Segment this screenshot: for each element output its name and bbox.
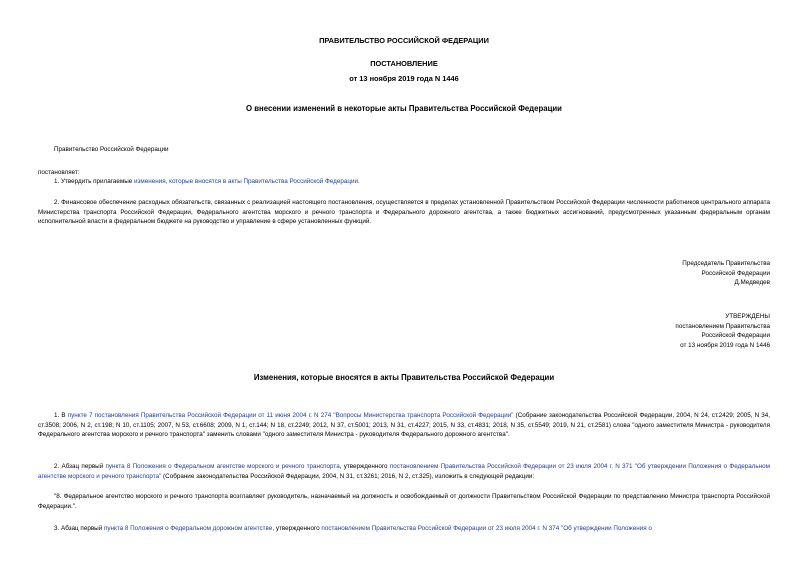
change-3 bbox=[38, 524, 770, 534]
change-1 bbox=[38, 411, 770, 440]
paragraph-1-post: . bbox=[357, 178, 360, 185]
change-1-link[interactable]: пункте 7 постановления Правительства Российской Федерации от 11 июня 2004 г. N 274 "Вопросы Министерства транспорта Российской Федерации" bbox=[67, 412, 514, 419]
change-2-link-2[interactable]: постановлением Правительства Российской Федерации от 23 июля 2004 г. N 371 "Об утверждении Положения о Федеральном агентстве морского и речного транспорта" bbox=[38, 463, 771, 480]
change-3-link-1[interactable]: пункта 8 Положения о Федеральном дорожном агентстве bbox=[103, 525, 273, 532]
change-3-mid: , утвержденного bbox=[272, 525, 322, 532]
change-2-pre: 2. Абзац первый bbox=[54, 463, 106, 470]
change-3-pre: 3. Абзац первый bbox=[54, 525, 104, 532]
change-3-link-2[interactable]: постановлением Правительства Российской Федерации от 23 июля 2004 г. N 374 "Об утверждении Положения о bbox=[321, 525, 652, 532]
approved-label: УТВЕРЖДЕНЫ bbox=[725, 313, 770, 320]
changes-title: Изменения, которые вносятся в акты Правительства Российской Федерации bbox=[253, 373, 555, 382]
issuer-line: Правительство Российской Федерации bbox=[54, 146, 169, 153]
changes-link[interactable]: изменения, которые вносятся в акты Правительства Российской Федерации bbox=[134, 178, 358, 185]
signature-country: Российской Федерации bbox=[701, 269, 770, 277]
government-heading: ПРАВИТЕЛЬСТВО РОССИЙСКОЙ ФЕДЕРАЦИИ bbox=[319, 36, 489, 45]
approved-country: Российской Федерации bbox=[701, 332, 770, 340]
paragraph-1 bbox=[38, 177, 770, 187]
paragraph-2: 2. Финансовое обеспечение расходных обязательств, связанных с реализацией настоящего постановления, осуществляется в пределах установленной Правительством Российской Федерации численности работников центрального аппарата Министерства транспорта Российской Федерации, Федерального агентства морского и речного транспорта и Федерального дорожного агентства, а также бюджетных ассигнований, предусмотренных указанным федеральным органам исполнительной власти в федеральном бюджете на руководство и управление в сфере установленных функций. bbox=[38, 199, 770, 226]
approved-block bbox=[675, 312, 770, 350]
change-2-quote: "8. Федеральное агентство морского и речного транспорта возглавляет руководитель, назначаемый на должность и освобождаемый от должности Правительством Российской Федерации по представлению Министра транспорта Российской Федерации.". bbox=[38, 493, 770, 510]
change-1-pre: 1. В bbox=[54, 412, 68, 419]
signature-title: Председатель Правительства bbox=[682, 260, 770, 267]
change-2 bbox=[38, 462, 770, 481]
approved-date: от 13 ноября 2019 года N 1446 bbox=[680, 341, 770, 349]
change-2-post: (Собрание законодательства Российской Федерации, 2004, N 31, ст.3261; 2016, N 2, ст.325), изложить в следующей редакции: bbox=[161, 472, 535, 480]
signature-name: Д.Медведев bbox=[734, 279, 770, 287]
document-type-heading: ПОСТАНОВЛЕНИЕ bbox=[370, 59, 438, 68]
approved-by: постановлением Правительства bbox=[675, 322, 770, 330]
document-title: О внесении изменений в некоторые акты Правительства Российской Федерации bbox=[246, 104, 562, 113]
change-1-post: (Собрание законодательства Российской Федерации, 2004, N 24, ст.2429; 2005, N 34, ст.3508; 2006, N 2, ст.198; N 10, ст.1105; 2007, N 53, ст.6608; 2009, N 1, ст.144; N 18, ст.2249; 2012, N 37, ст.5001; 2013, N 31, ст.4227; 2015, N 33, ст.4831; 2018, N 35, ст.5549; 2019, N 21, ст.2581) слова "одного заместителя Министра - руководителя Федерального агентства морского и речного транспорта" заменить словами "одного заместителя Министра - руководителя Федерального дорожного агентства". bbox=[38, 412, 770, 439]
document-date-heading: от 13 ноября 2019 года N 1446 bbox=[349, 74, 459, 83]
signature-block bbox=[682, 259, 770, 288]
change-2-link-1[interactable]: пункта 8 Положения о Федеральном агентстве морского и речного транспорта bbox=[105, 463, 340, 470]
paragraph-1-pre: 1. Утвердить прилагаемые bbox=[54, 178, 134, 185]
decides-line: постановляет: bbox=[38, 169, 80, 176]
change-2-mid: , утвержденного bbox=[339, 463, 390, 470]
